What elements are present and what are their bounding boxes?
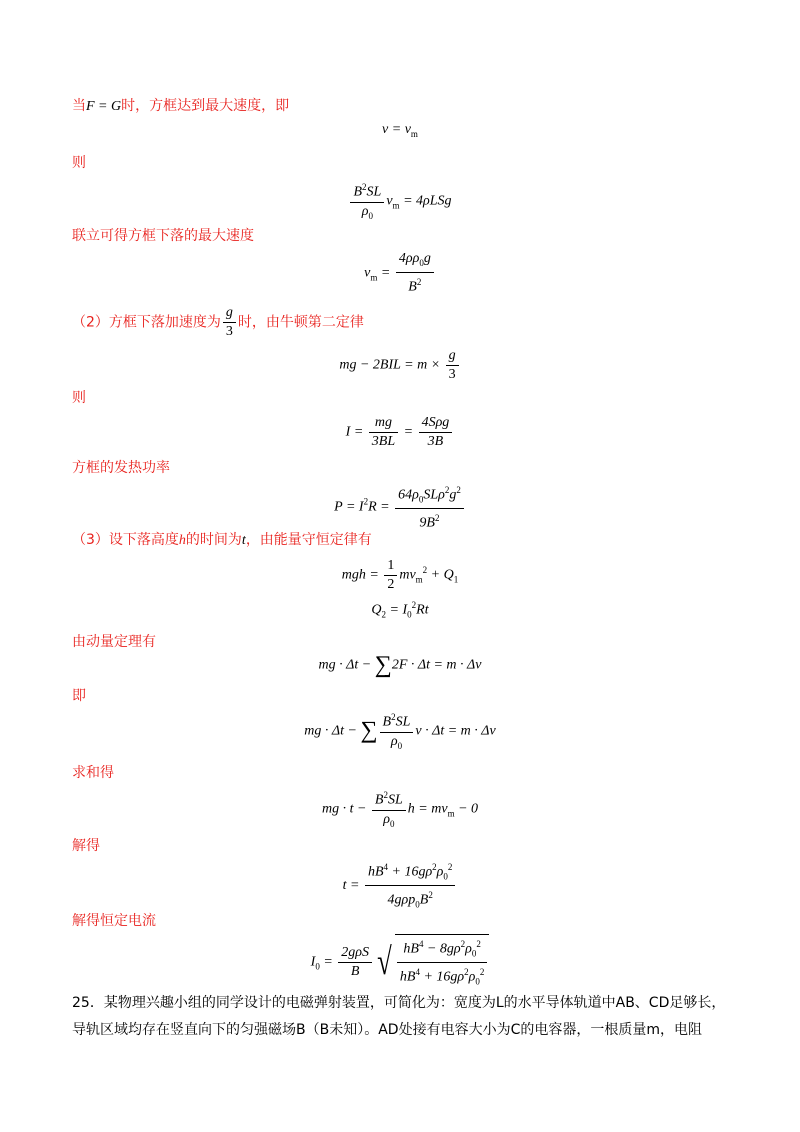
text-segment: 时，方框达到最大速度，即: [121, 98, 290, 114]
text-line-namely: [72, 686, 86, 706]
equation-momentum: mg · Δt − ∑2F · Δt = m · Δv: [318, 652, 482, 678]
text-line-summation: [72, 763, 114, 783]
text-segment: ，由能量守恒定律有: [245, 532, 372, 548]
text-segment: 由动量定理有: [72, 634, 156, 650]
equation-max-speed: $v_m$ = $\frac{4\rho\rho_0g}{B^2}$: [0, 250, 800, 296]
text-segment: 即: [72, 688, 86, 704]
text-segment: 则: [72, 390, 86, 406]
equation-newton-second-law: mg − 2BIL = m × $\frac{g}{3}$: [0, 347, 800, 384]
problem-25-text: [72, 990, 732, 1044]
equation-energy-conservation: mgh = $\frac{1}{2}$ $mv_m^2 + Q_1$: [341, 558, 459, 592]
text-line-then-2: [72, 388, 86, 408]
problem-25-line-1: 25．某物理兴趣小组的同学设计的电磁弹射装置，可简化为：宽度为L的水平导体轨道中AB、CD足够长，: [72, 995, 726, 1011]
text-segment: 解得: [72, 838, 100, 854]
text-segment: （3）设下落高度: [72, 532, 179, 548]
text-segment: 时，由牛顿第二定律: [237, 314, 364, 331]
math-inline: t: [241, 533, 246, 548]
text-line-combine: [72, 226, 254, 246]
equation-q2: $Q_2 = I_0^2Rt$: [371, 600, 429, 620]
text-segment: 当: [72, 98, 86, 114]
text-segment: 方框的发热功率: [72, 460, 170, 476]
math-inline: h: [178, 533, 186, 548]
text-segment: 联立可得方框下落的最大速度: [72, 228, 254, 244]
math-inline: F = G: [86, 99, 122, 114]
equation-momentum-expanded: mg · Δt − ∑ $\frac{B^2SL}{\rho_0}$ v · Δt = m · Δv: [0, 708, 800, 754]
equation-heat-power: $P = I^2R$ = $\frac{64\rho_0SL\rho^2g^2}{9B^2}$: [0, 481, 800, 533]
text-segment: （2）方框下落加速度为: [72, 314, 221, 331]
text-segment: 的时间为: [185, 532, 242, 548]
text-line-solve-1: [72, 836, 100, 856]
text-line-part-3: [72, 530, 372, 551]
equation-v-equals-vm: $v = v_m$: [382, 122, 418, 139]
text-segment: 则: [72, 155, 86, 171]
equation-time: t = $\frac{hB^4 + 16g\rho^2\rho_0^2}{4g\rho p_0B^2}$: [0, 858, 800, 914]
equation-constant-current: $I_0$ = $\frac{\text{2gρS}}{B}$ √ $\frac{hB^4 - 8g\rho^2\rho_0^2}{hB^4 + 16g\rho^2\rho_0^2}$: [0, 934, 800, 991]
fraction-g-over-3: $\frac{g}{3}$: [223, 304, 236, 341]
text-line-max-speed-condition: [72, 96, 289, 117]
equation-force-balance: $\frac{B^2SL}{\rho_0}$ $v_m = 4\rho LSg$: [0, 178, 800, 224]
text-line-momentum-theorem: [72, 632, 156, 652]
text-line-solve-current: [72, 911, 156, 931]
text-segment: 解得恒定电流: [72, 913, 156, 929]
text-segment: 求和得: [72, 765, 114, 781]
equation-current: I = $\frac{mg}{3BL}$ = $\frac{\text{4Sρg}}{3B}$: [0, 414, 800, 451]
text-line-heat-power: [72, 458, 170, 478]
text-line-part-2: [72, 304, 364, 341]
equation-summed: mg · t − $\frac{B^2SL}{\rho_0}$ $h = mv_m - 0$: [0, 786, 800, 832]
text-line-then-1: [72, 153, 86, 173]
problem-25-line-2: 导轨区域均存在竖直向下的匀强磁场B（B未知）。AD处接有电容大小为C的电容器，一根质量m，电阻: [72, 1022, 702, 1038]
